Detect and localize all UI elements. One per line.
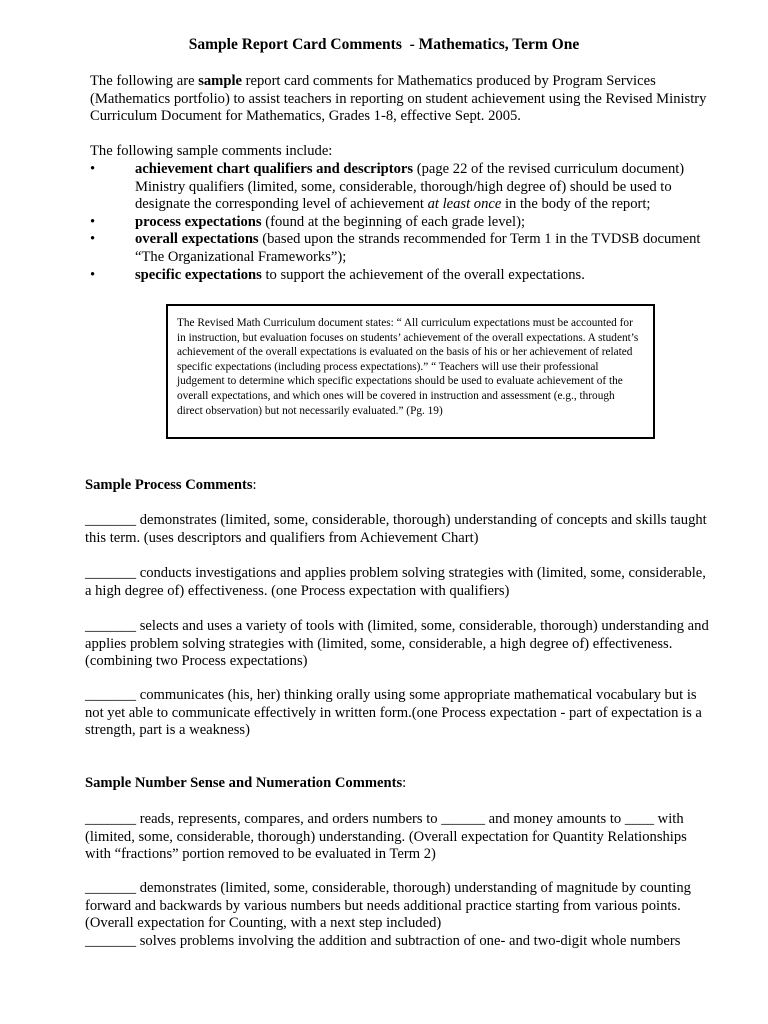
comment-paragraph: _______ demonstrates (limited, some, considerable, thorough) understanding of concepts and skills taught this term. (uses descriptors and qualifiers from Achievement Chart) — [85, 512, 707, 546]
comment-paragraph: _______ solves problems involving the addition and subtraction of one- and two-digit whole numbers — [85, 933, 681, 949]
comment-paragraph: _______ communicates (his, her) thinking orally using some appropriate mathematical vocabulary but is not yet able to communicate effectively in written form.(one Process expectation - part of expectation is a strength, part is a weakness) — [85, 687, 702, 739]
bullet-icon: • — [90, 266, 96, 283]
list-item: • overall expectations (based upon the strands recommended for Term 1 in the TVDSB document “The Organizational Frameworks”); — [90, 231, 701, 265]
list-item: • achievement chart qualifiers and descriptors (page 22 of the revised curriculum document) Ministry qualifiers (limited, some, considerable, thorough/high degree of) should be used to designate the corresponding level of achievement at least once in the body of the report; — [90, 161, 685, 213]
number-sense-heading: Sample Number Sense and Numeration Comments: — [85, 775, 407, 791]
bullet-icon: • — [90, 213, 96, 230]
page-title: Sample Report Card Comments - Mathematics, Term One — [188, 36, 580, 53]
intro-paragraph: The following are sample report card comments for Mathematics produced by Program Services (Mathematics portfolio) to assist teachers in reporting on student achievement using the Revised Ministry Curriculum Document for Mathematics, Grades 1-8, effective Sept. 2005. — [90, 73, 707, 125]
bullet-icon: • — [90, 161, 96, 177]
bullet-list — [90, 161, 730, 284]
comment-paragraph: _______ conducts investigations and applies problem solving strategies with (limited, some, considerable, a high degree of) effectiveness. (one Process expectation with qualifiers) — [85, 565, 706, 599]
process-comments-heading: Sample Process Comments: — [85, 477, 257, 493]
list-item: • specific expectations to support the achievement of the overall expectations. — [90, 266, 585, 283]
list-intro: The following sample comments include: — [90, 143, 333, 159]
curriculum-quote-box: The Revised Math Curriculum document states: “ All curriculum expectations must be accounted for in instruction, but evaluation focuses on students’ achievement of the overall expectations. A student’s achievement of the overall expectations is evaluated on the basis of his or her achievement of related specific expectations (including process expectations).” “ Teachers will use their professional judgement to determine which specific expectations should be used to evaluate achievement of the overall expectations, and which ones will be covered in instruction and assessment (e.g., through direct observation) but not necessarily evaluated.” (Pg. 19) — [166, 304, 655, 439]
bullet-icon: • — [90, 231, 96, 248]
comment-paragraph: _______ demonstrates (limited, some, considerable, thorough) understanding of magnitude by counting forward and backwards by various numbers but needs additional practice starting from various points. (Overall expectation for Counting, with a next step included) — [85, 880, 691, 932]
comment-paragraph: _______ reads, represents, compares, and orders numbers to ______ and money amounts to ____ with (limited, some, considerable, thorough) understanding. (Overall expectation for Quantity Relationships with “fractions” portion removed to be evaluated in Term 2) — [85, 811, 687, 863]
list-item: • process expectations (found at the beginning of each grade level); — [90, 213, 526, 230]
comment-paragraph: _______ selects and uses a variety of tools with (limited, some, considerable, thorough) understanding and applies problem solving strategies with (limited, some, considerable, a high degree of) effectiveness. (combining two Process expectations) — [85, 618, 709, 670]
